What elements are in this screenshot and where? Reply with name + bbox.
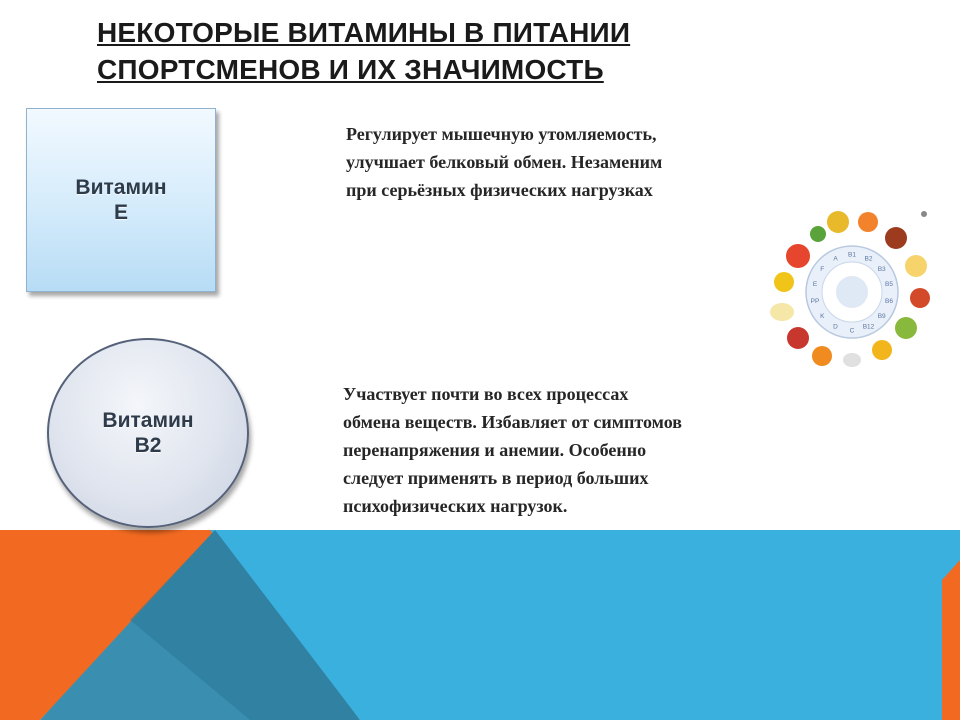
title-line-1: НЕКОТОРЫЕ ВИТАМИНЫ В ПИТАНИИ xyxy=(97,17,631,48)
vitamin-dial xyxy=(806,246,898,338)
vitamin-b2-desc-line-4: следует применять в период больших xyxy=(343,468,649,488)
vitamin-b2-label-line-1: Витамин xyxy=(102,409,194,432)
vitamin-e-box xyxy=(26,108,216,292)
vitamin-letter: A xyxy=(833,255,838,263)
vitamin-e-label-line-1: Витамин xyxy=(75,176,167,199)
vitamin-b2-circle xyxy=(47,338,249,528)
vitamin-letter: B3 xyxy=(877,265,886,273)
vitamin-letter: PP xyxy=(810,298,820,305)
vitamin-b2-description xyxy=(343,380,682,520)
vitamin-letter: B9 xyxy=(877,313,886,321)
vitamin-letter: F xyxy=(820,265,825,273)
vitamin-letter: B5 xyxy=(885,281,893,288)
vitamin-b2-desc-line-3: перенапряжения и анемии. Особенно xyxy=(343,440,647,460)
vitamin-e-desc-line-1: Регулирует мышечную утомляемость, xyxy=(346,124,657,144)
slide-title xyxy=(97,14,797,88)
vitamin-letter: B6 xyxy=(885,298,893,305)
vitamin-b2-desc-line-1: Участвует почти во всех процессах xyxy=(343,384,629,404)
vitamin-b2-desc-line-5: психофизических нагрузок. xyxy=(343,496,568,516)
vitamin-e-desc-line-2: улучшает белковый обмен. Незаменим xyxy=(346,152,663,172)
vitamin-letter: E xyxy=(812,281,818,288)
vitamin-letter: B1 xyxy=(848,251,856,259)
vitamin-b2-desc-line-2: обмена веществ. Избавляет от симптомов xyxy=(343,412,682,432)
vitamin-letter: C xyxy=(849,327,855,335)
vitamin-food-wheel-image xyxy=(764,200,950,370)
vitamin-letter: B2 xyxy=(864,255,873,263)
vitamin-b2-label-line-2: В2 xyxy=(134,434,162,457)
vitamin-e-label-line-2: Е xyxy=(113,201,128,224)
corner-accent xyxy=(942,560,960,720)
vitamin-e-description xyxy=(346,120,662,204)
vitamin-letter: D xyxy=(833,323,838,331)
vitamin-letter: B12 xyxy=(862,323,875,331)
vitamin-letter: K xyxy=(820,313,825,321)
vitamin-e-desc-line-3: при серьёзных физических нагрузках xyxy=(346,180,653,200)
title-line-2: СПОРТСМЕНОВ И ИХ ЗНАЧИМОСТЬ xyxy=(97,54,604,85)
